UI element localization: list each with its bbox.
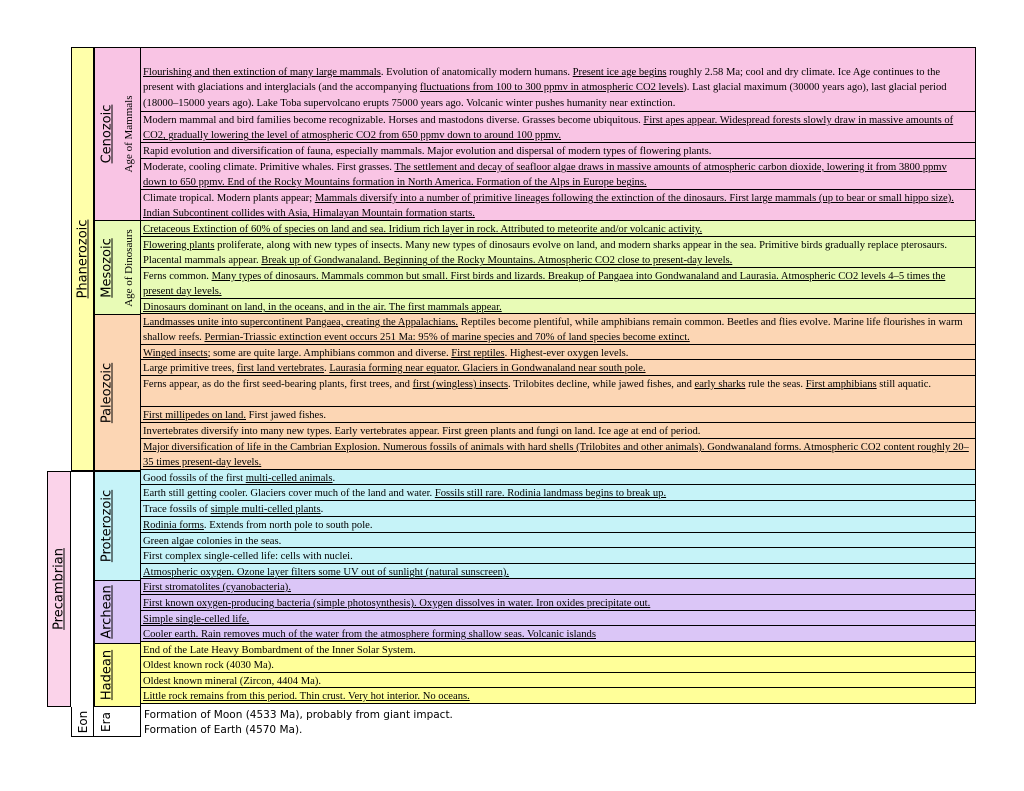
event-row: Dinosaurs dominant on land, in the oceans, and in the air. The first mammals appear. — [141, 298, 975, 313]
legend-era-label: Era — [98, 711, 113, 732]
era-proterozoic-label: Proterozoic — [99, 489, 114, 563]
eon-precambrian-cell — [47, 471, 71, 707]
eon-phanerozoic-cell — [71, 47, 94, 471]
legend-eon-label: Eon — [75, 710, 90, 733]
era-mesozoic-label: Mesozoic — [99, 237, 114, 298]
era-proterozoic-cell — [94, 471, 141, 581]
era-archean-cell — [94, 581, 141, 644]
eon-precambrian-label: Precambrian — [51, 548, 67, 630]
event-row: Little rock remains from this period. Thin crust. Very hot interior. No oceans. — [141, 687, 975, 703]
event-row: Rapid evolution and diversification of fauna, especially mammals. Major evolution and dispersal of modern types of flowering plants. — [141, 142, 975, 158]
era-hadean-label: Hadean — [99, 649, 114, 701]
event-row: Trace fossils of simple multi-celled plants. — [141, 500, 975, 516]
event-row: Landmasses unite into supercontinent Pangaea, creating the Appalachians. Reptiles become plentiful, while amphibians remain common. Beetles and flies evolve. Marine life flourishes in warm shallow reefs. Permian-Triassic extinction event occurs 251 Ma: 95% of marine species and 70% of land species become extinct. — [141, 313, 975, 344]
event-row: Good fossils of the first multi-celled animals. — [141, 469, 975, 484]
event-row: Flourishing and then extinction of many large mammals. Evolution of anatomically modern humans. Present ice age begins roughly 2.58 Ma; cool and dry climate. Ice Age continues to the present with glaciations and interglacials (and the accompanying fluctuations from 100 to 300 ppmv in atmospheric CO2 levels). Last glacial maximum (30000 years ago), last glacial period (18000–15000 years ago). Lake Toba supervolcano erupts 75000 years ago. Volcanic winter pushes humanity near extinction. — [141, 47, 975, 111]
eon-phanerozoic-label: Phanerozoic — [75, 219, 90, 299]
event-row: First millipedes on land. First jawed fishes. — [141, 406, 975, 422]
formation-of-moon-text: Formation of Moon (4533 Ma), probably from giant impact. — [144, 709, 453, 721]
event-row: Major diversification of life in the Cambrian Explosion. Numerous fossils of animals with hard shells (Trilobites and other animals). Gondwanaland forms. Atmospheric CO2 content roughly 20–35 times present-day levels. — [141, 438, 975, 469]
event-row: Rodinia forms. Extends from north pole to south pole. — [141, 516, 975, 532]
event-row: Large primitive trees, first land vertebrates. Laurasia forming near equator. Glaciers in Gondwanaland near south pole. — [141, 359, 975, 375]
legend-eon-cell — [71, 707, 94, 737]
event-row: First complex single-celled life: cells with nuclei. — [141, 547, 975, 563]
event-row: Ferns common. Many types of dinosaurs. Mammals common but small. First birds and lizards. Breakup of Pangaea into Gondwanaland and Laurasia. Atmospheric CO2 levels 4–5 times the present day levels. — [141, 267, 975, 298]
event-row: Flowering plants proliferate, along with new types of insects. Many new types of dinosaurs evolve on land, and modern sharks appear in the sea. Primitive birds gradually replace pterosaurs. Placental mammals appear. Break up of Gondwanaland. Beginning of the Rocky Mountains. Atmospheric CO2 close to present-day levels. — [141, 236, 975, 267]
era-archean-label: Archean — [99, 585, 114, 639]
event-row: Ferns appear, as do the first seed-bearing plants, first trees, and first (wingless) insects. Trilobites decline, while jawed fishes, and early sharks rule the seas. First amphibians still aquatic. — [141, 375, 975, 406]
eon-precambrian-cell-inner — [71, 471, 94, 707]
event-row: Green algae colonies in the seas. — [141, 532, 975, 547]
event-row: Cooler earth. Rain removes much of the water from the atmosphere forming shallow seas. Volcanic islands — [141, 625, 975, 641]
event-row: Oldest known rock (4030 Ma). — [141, 656, 975, 672]
event-row: Cretaceous Extinction of 60% of species on land and sea. Iridium rich layer in rock. Attributed to meteorite and/or volcanic activity. — [141, 220, 975, 236]
event-row: First stromatolites (cyanobacteria). — [141, 578, 975, 594]
event-row: Atmospheric oxygen. Ozone layer filters some UV out of sunlight (natural sunscreen). — [141, 563, 975, 578]
event-row: First known oxygen-producing bacteria (simple photosynthesis). Oxygen dissolves in water. Iron oxides precipitate out. — [141, 594, 975, 610]
era-mesozoic-cell — [94, 221, 141, 315]
events-column — [141, 47, 976, 704]
legend-era-cell — [94, 707, 141, 737]
event-row: End of the Late Heavy Bombardment of the Inner Solar System. — [141, 641, 975, 656]
event-row: Simple single-celled life. — [141, 610, 975, 625]
event-row: Invertebrates diversify into many new types. Early vertebrates appear. First green plants and fungi on land. Ice age at end of period. — [141, 422, 975, 438]
era-mesozoic-subtitle: Age of Dinosaurs — [123, 228, 135, 307]
event-row: Moderate, cooling climate. Primitive whales. First grasses. The settlement and decay of seafloor algae draws in massive amounts of atmospheric carbon dioxide, lowering it from 3800 ppmv down to 650 ppmv. End of the Rocky Mountains formation in North America. Formation of the Alps in Europe begins. — [141, 158, 975, 189]
formation-of-earth-text: Formation of Earth (4570 Ma). — [144, 724, 303, 736]
event-row: Earth still getting cooler. Glaciers cover much of the land and water. Fossils still rare. Rodinia landmass begins to break up. — [141, 484, 975, 500]
event-row: Modern mammal and bird families become recognizable. Horses and mastodons diverse. Grasses become ubiquitous. First apes appear. Widespread forests slowly draw in massive amounts of CO2, gradually lowering the level of atmospheric CO2 from 650 ppmv down to around 100 ppmv. — [141, 111, 975, 142]
era-cenozoic-cell — [94, 47, 141, 221]
event-row: Oldest known mineral (Zircon, 4404 Ma). — [141, 672, 975, 687]
era-paleozoic-label: Paleozoic — [99, 362, 114, 423]
era-cenozoic-subtitle: Age of Mammals — [123, 95, 135, 173]
era-cenozoic-label: Cenozoic — [99, 104, 114, 164]
event-row: Climate tropical. Modern plants appear; Mammals diversify into a number of primitive lineages following the extinction of the dinosaurs. First large mammals (up to bear or small hippo size). Indian Subcontinent collides with Asia, Himalayan Mountain formation starts. — [141, 189, 975, 220]
era-paleozoic-cell — [94, 315, 141, 471]
era-hadean-cell — [94, 644, 141, 707]
event-row: Winged insects; some are quite large. Amphibians common and diverse. First reptiles. Highest-ever oxygen levels. — [141, 344, 975, 359]
